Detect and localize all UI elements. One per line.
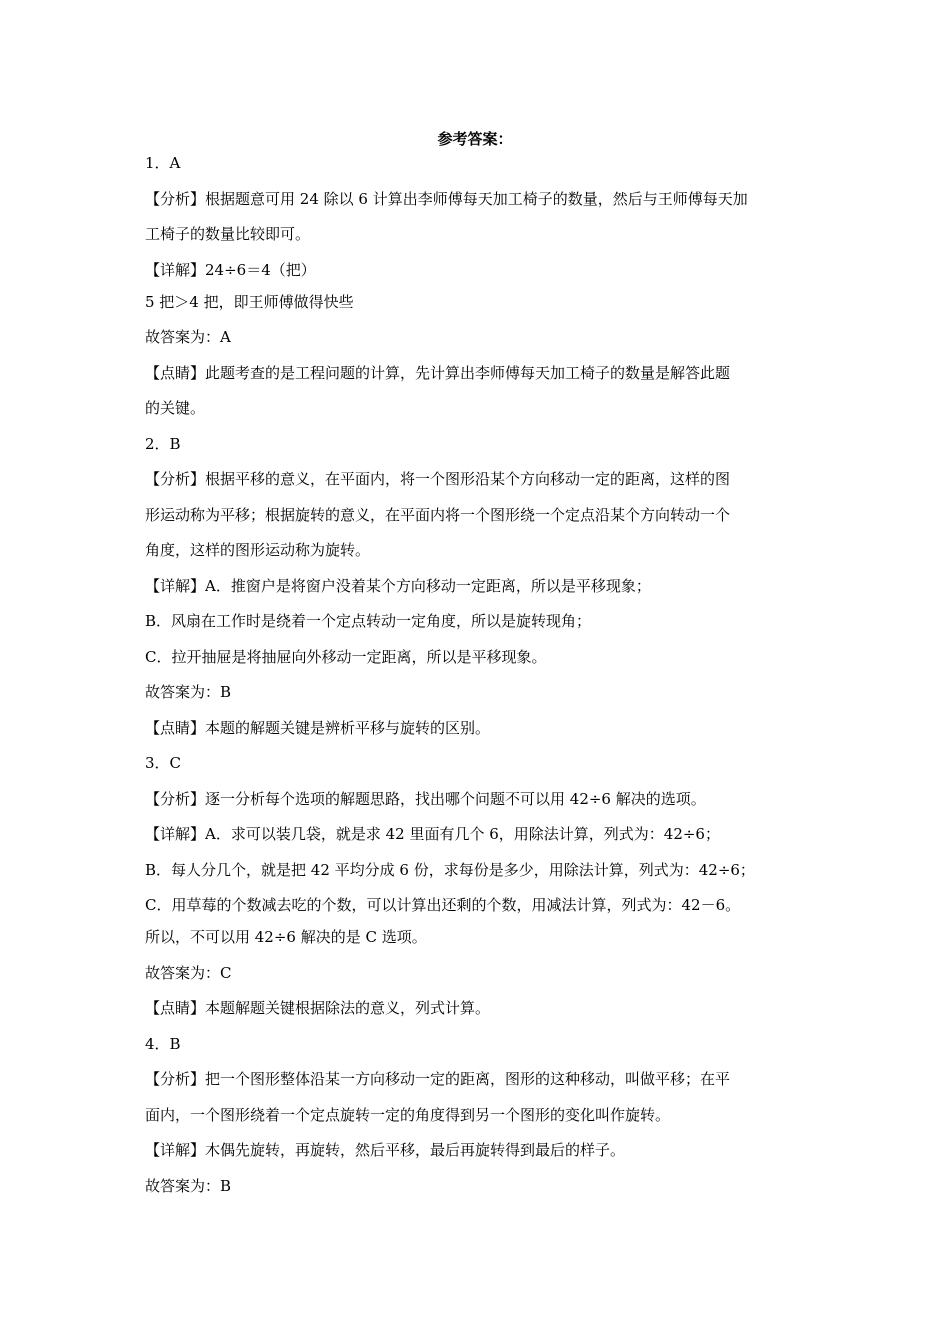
text-line: 【分析】把一个图形整体沿某一方向移动一定的距离，图形的这种移动，叫做平移；在平 [145, 1070, 731, 1088]
text-line: 【详解】A．推窗户是将窗户没着某个方向移动一定距离，所以是平移现象； [145, 576, 651, 595]
answer-content [145, 150, 810, 1208]
text-line: C．拉开抽屉是将抽屉向外移动一定距离，所以是平移现象。 [145, 647, 547, 666]
text-line: 4．B [145, 1034, 181, 1053]
text-line: 【详解】木偶先旋转，再旋转，然后平移，最后再旋转得到最后的样子。 [145, 1141, 626, 1159]
text-line: B．风扇在工作时是绕着一个定点转动一定角度，所以是旋转现角； [145, 612, 592, 630]
text-line: 【详解】A．求可以装几袋，就是求 42 里面有几个 6，用除法计算，列式为：42÷6； [145, 825, 720, 843]
text-line: 1．A [145, 154, 181, 172]
text-line: 形运动称为平移；根据旋转的意义，在平面内将一个图形绕一个定点沿某个方向转动一个 [145, 505, 731, 524]
text-line: 故答案为：A [145, 328, 231, 346]
text-line: B．每人分几个，就是把 42 平均分成 6 份，求每份是多少，用除法计算，列式为：42÷6； [145, 860, 755, 879]
text-line: 所以，不可以用 42÷6 解决的是 C 选项。 [145, 928, 427, 946]
text-line: 故答案为：C [145, 963, 232, 982]
text-line: 的关键。 [145, 399, 206, 417]
text-line: 3．C [145, 754, 182, 772]
text-line: C．用草莓的个数减去吃的个数，可以计算出还剩的个数，用减法计算，列式为：42－6。 [145, 896, 741, 914]
text-line: 【分析】根据平移的意义，在平面内，将一个图形沿某个方向移动一定的距离，这样的图 [145, 470, 731, 488]
text-line: 2．B [145, 434, 181, 453]
text-line: 故答案为：B [145, 1176, 232, 1195]
text-line: 【详解】24÷6＝4（把） [145, 260, 316, 279]
text-line: 角度，这样的图形运动称为旋转。 [145, 541, 371, 559]
text-line: 【点睛】本题解题关键根据除法的意义，列式计算。 [145, 999, 491, 1017]
text-line: 【点睛】此题考查的是工程问题的计算，先计算出李师傅每天加工椅子的数量是解答此题 [145, 363, 731, 382]
text-line: 【点睛】本题的解题关键是辨析平移与旋转的区别。 [145, 718, 491, 737]
page-title: 参考答案： [437, 130, 513, 148]
text-line: 5 把＞4 把，即王师傅做得快些 [145, 292, 354, 311]
text-line: 故答案为：B [145, 683, 232, 701]
text-line: 工椅子的数量比较即可。 [145, 225, 311, 243]
text-line: 面内，一个图形绕着一个定点旋转一定的角度得到另一个图形的变化叫作旋转。 [145, 1105, 671, 1124]
text-line: 【分析】逐一分析每个选项的解题思路，找出哪个问题不可以用 42÷6 解决的选项。 [145, 789, 706, 808]
text-line: 【分析】根据题意可用 24 除以 6 计算出李师傅每天加工椅子的数量，然后与王师傅每天加 [145, 189, 748, 208]
